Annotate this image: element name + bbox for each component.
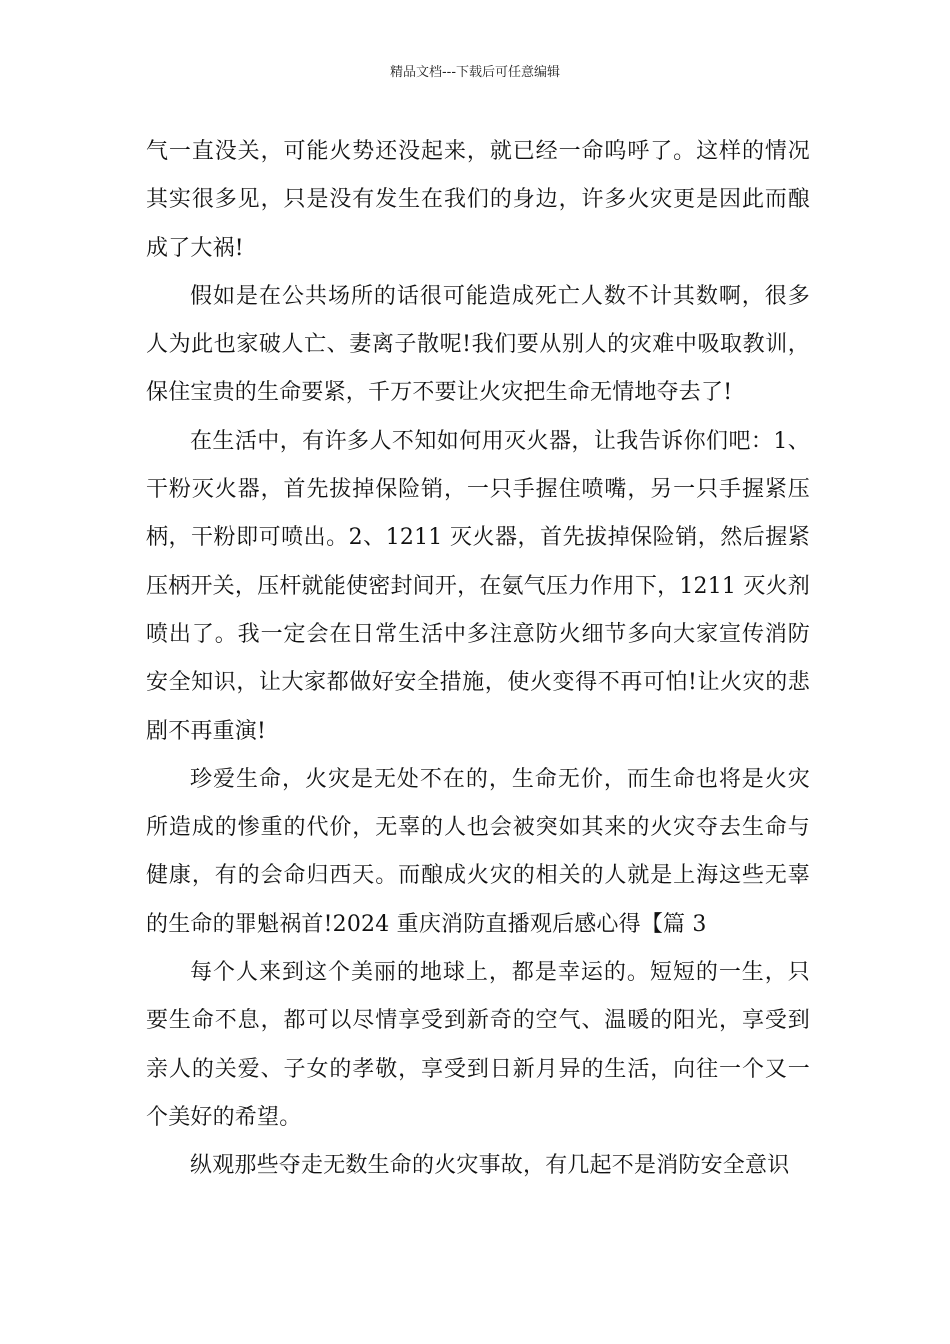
paragraph-2: 假如是在公共场所的话很可能造成死亡人数不计其数啊，很多人为此也家破人亡、妻离子散呢!我们要从别人的灾难中吸取教训，保住宝贵的生命要紧，千万不要让火灾把生命无情地夺去了!	[146, 283, 810, 406]
paragraph-3: 在生活中，有许多人不知如何用灭火器，让我告诉你们吧：1、干粉灭火器，首先拔掉保险销，一只手握住喷嘴，另一只手握紧压柄，干粉即可喷出。2、1211 灭火器，首先拔掉保险销，然后握紧压柄开关，压杆就能使密封间开，在氨气压力作用下，1211 灭火剂喷出了。我一定会在日常生活中多注意防火细节多向大家宣传消防安全知识，让大家都做好安全措施，使火变得不再可怕!让火灾的悲剧不再重演!	[146, 428, 810, 744]
page-header: 精品文档---下载后可任意编辑	[389, 65, 561, 80]
paragraph-5: 每个人来到这个美丽的地球上，都是幸运的。短短的一生，只要生命不息，都可以尽情享受到新奇的空气、温暖的阳光，享受到亲人的关爱、子女的孝敬，享受到日新月异的生活，向往一个又一个美好的希望。	[146, 960, 810, 1130]
paragraph-6: 纵观那些夺走无数生命的火灾事故，有几起不是消防安全意识	[190, 1153, 790, 1179]
paragraph-1: 气一直没关，可能火势还没起来，就已经一命呜呼了。这样的情况其实很多见，只是没有发生在我们的身边，许多火灾更是因此而酿成了大祸!	[146, 139, 810, 261]
document-body	[146, 128, 810, 1191]
paragraph-4: 珍爱生命，火灾是无处不在的，生命无价，而生命也将是火灾所造成的惨重的代价，无辜的人也会被突如其来的火灾夺去生命与健康，有的会命归西天。而酿成火灾的相关的人就是上海这些无辜的生命的罪魁祸首!2024 重庆消防直播观后感心得【篇 3	[146, 766, 810, 937]
